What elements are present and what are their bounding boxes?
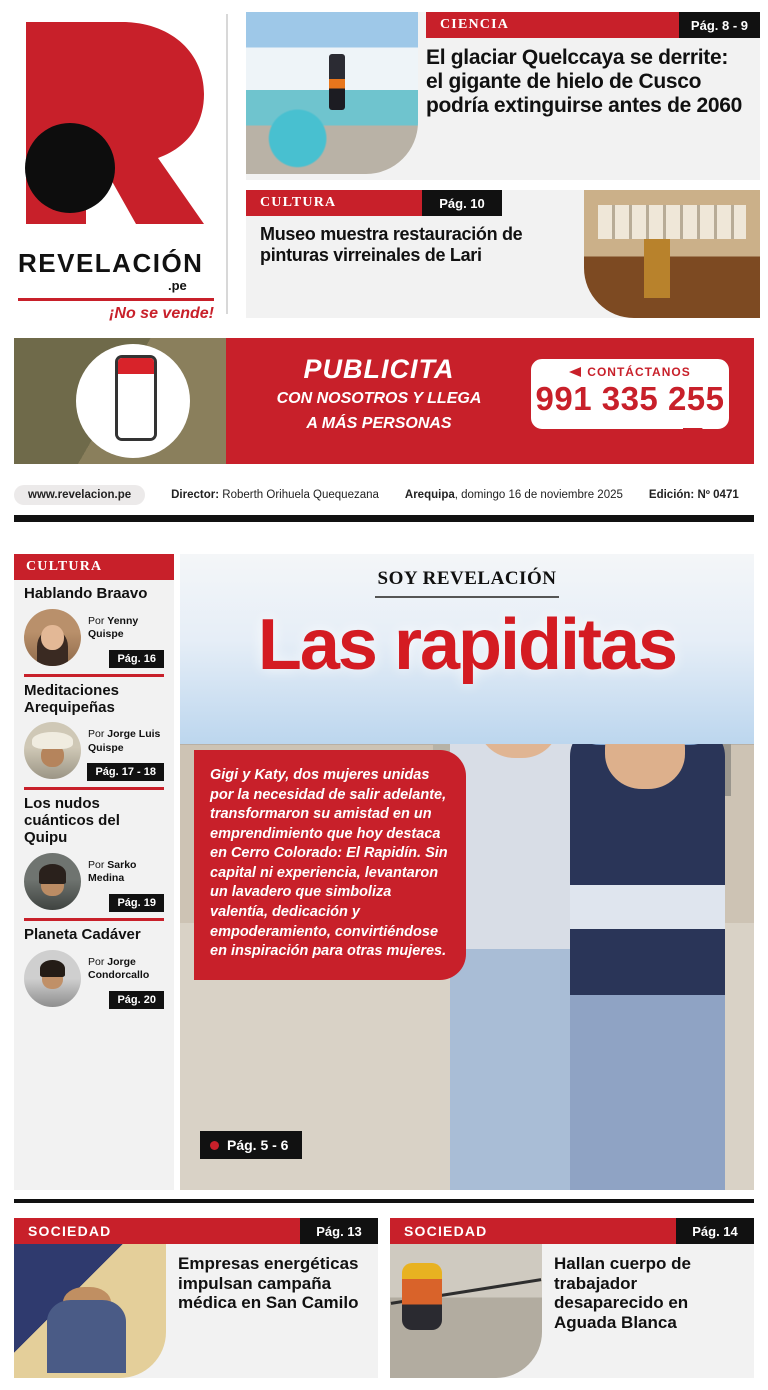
feature-story[interactable] [180,554,754,1190]
headline-card-ciencia[interactable] [246,12,760,180]
ad-headline: PUBLICITA [303,354,455,384]
logo-domain: .pe [168,278,187,293]
bottom-story-aguada-blanca[interactable] [390,1218,754,1378]
logo-tagline: ¡No se vende! [109,305,214,322]
masthead-area [0,0,768,332]
column-title: Planeta Cadáver [24,925,141,943]
section-tag-sociedad[interactable]: SOCIEDAD [390,1218,676,1244]
bottom-story-title[interactable]: Hallan cuerpo de trabajador desaparecido en Aguada Blanca [554,1254,691,1332]
page-badge: Pág. 19 [109,894,164,912]
edition-number [649,489,739,501]
red-dot-icon [210,1141,219,1150]
sidebar-item-hablando-braavo[interactable] [14,580,174,668]
edition-label: Edición: Nº 0471 [648,489,739,501]
feature-lede: Gigi y Katy, dos mujeres unidas por la necesidad de salir adelante, transformaron su amistad en un emprendimiento que hoy destaca en Cerro Colorado: El Rapidín. Sin capital ni experiencia, levantaron un lavadero que simboliza valentía, dedicación y empoderamiento, convirtiéndose en inspiración para otras mujeres. [194,750,466,980]
page-badge: Pág. 16 [109,650,164,668]
feature-kicker: SOY REVELACIÓN [377,568,557,589]
section-tag-ciencia[interactable]: CIENCIA [426,12,679,38]
sidebar-item-planeta-cadaver[interactable] [14,921,174,1009]
logo-wordmark: REVELACIÓN [18,248,204,278]
page-badge: Pág. 17 - 18 [87,763,164,781]
author-name: Sarko Medina [88,858,137,884]
author-name: Yenny Quispe [88,614,139,640]
by-label: Por [88,614,108,627]
column-title: Hablando Braavo [24,585,148,602]
author-photo-sarko-medina [24,853,81,910]
advertisement-banner[interactable] [14,338,754,464]
page-badge: Pág. 20 [109,991,164,1009]
glacier-climber-photo [246,12,418,174]
sidebar-item-meditaciones-arequipenas[interactable] [14,677,174,782]
bottom-story-title[interactable]: Empresas energéticas impulsan campaña médica en San Camilo [178,1254,359,1313]
page-badge-ciencia: Pág. 8 - 9 [679,12,760,38]
author-photo-yenny-quispe [24,609,81,666]
top-headlines-column [232,0,768,332]
ad-copy [254,354,504,434]
city-name: Arequipa [404,489,455,501]
logo-divider [18,298,214,301]
by-label: Por [88,728,108,741]
column-title: Meditaciones Arequipeñas [24,681,120,716]
feature-headline[interactable]: Las rapiditas [257,605,677,685]
headline-card-cultura[interactable] [246,190,760,318]
sidebar-section-tag[interactable]: CULTURA [14,554,174,580]
sidebar-item-nudos-cuanticos[interactable] [14,790,174,911]
publication-date: , domingo 16 de noviembre 2025 [454,489,623,501]
author-photo-jorge-condorcallo [24,950,81,1007]
by-label: Por [88,858,108,871]
author-photo-jorge-luis-quispe [24,722,81,779]
column-title: Los nudos cuánticos del Quipu [24,795,120,846]
date-info [405,489,623,501]
website-link[interactable]: www.revelacion.pe [14,485,145,505]
kicker-underline [375,596,559,598]
page-badge-sociedad-14: Pág. 14 [676,1218,754,1244]
info-bar [14,480,754,510]
logo-block[interactable] [0,0,232,332]
by-label: Por [88,955,108,968]
author-name: Jorge Condorcallo [88,955,150,981]
headline-title-cultura[interactable]: Museo muestra restauración de pinturas virreinales de Lari [260,224,523,265]
main-content [14,554,754,1190]
ad-subline-2: A MÁS PERSONAS [306,414,452,432]
vertical-divider [226,14,228,314]
director-label: Director: [171,489,220,501]
revelacion-r-logo-icon [18,18,208,228]
bottom-story-san-camilo[interactable] [14,1218,378,1378]
page-badge-sociedad-13: Pág. 13 [300,1218,378,1244]
section-tag-sociedad[interactable]: SOCIEDAD [14,1218,300,1244]
headline-title-ciencia[interactable]: El glaciar Quelccaya se derrite: el gigante de hielo de Cusco podría extinguirse antes de 2060 [426,46,743,117]
masthead-divider [14,515,754,522]
contact-phone-number[interactable]: 991 335 255 [535,380,725,417]
eye-exam-medical-campaign-photo [14,1244,166,1378]
museum-exhibition-photo [584,190,760,318]
page-badge-cultura: Pág. 10 [422,190,502,216]
sidebar-opinion-column [14,554,174,1190]
ad-subline-1: CON NOSOTROS Y LLEGA [276,390,482,407]
contact-label: CONTÁCTANOS [587,365,691,379]
rescue-workers-photo [390,1244,542,1378]
director-info [171,489,379,501]
contact-bubble[interactable] [528,356,732,432]
megaphone-icon [569,367,581,377]
director-name: Roberth Orihuela Quequezana [222,489,379,501]
section-tag-cultura[interactable]: CULTURA [246,190,422,216]
hand-holding-phone-photo [14,338,226,464]
author-name: Jorge Luis Quispe [88,728,161,754]
feature-page-label: Pág. 5 - 6 [227,1137,289,1153]
feature-page-badge[interactable] [200,1131,302,1159]
bottom-divider [14,1199,754,1203]
bottom-stories-row [14,1218,754,1378]
